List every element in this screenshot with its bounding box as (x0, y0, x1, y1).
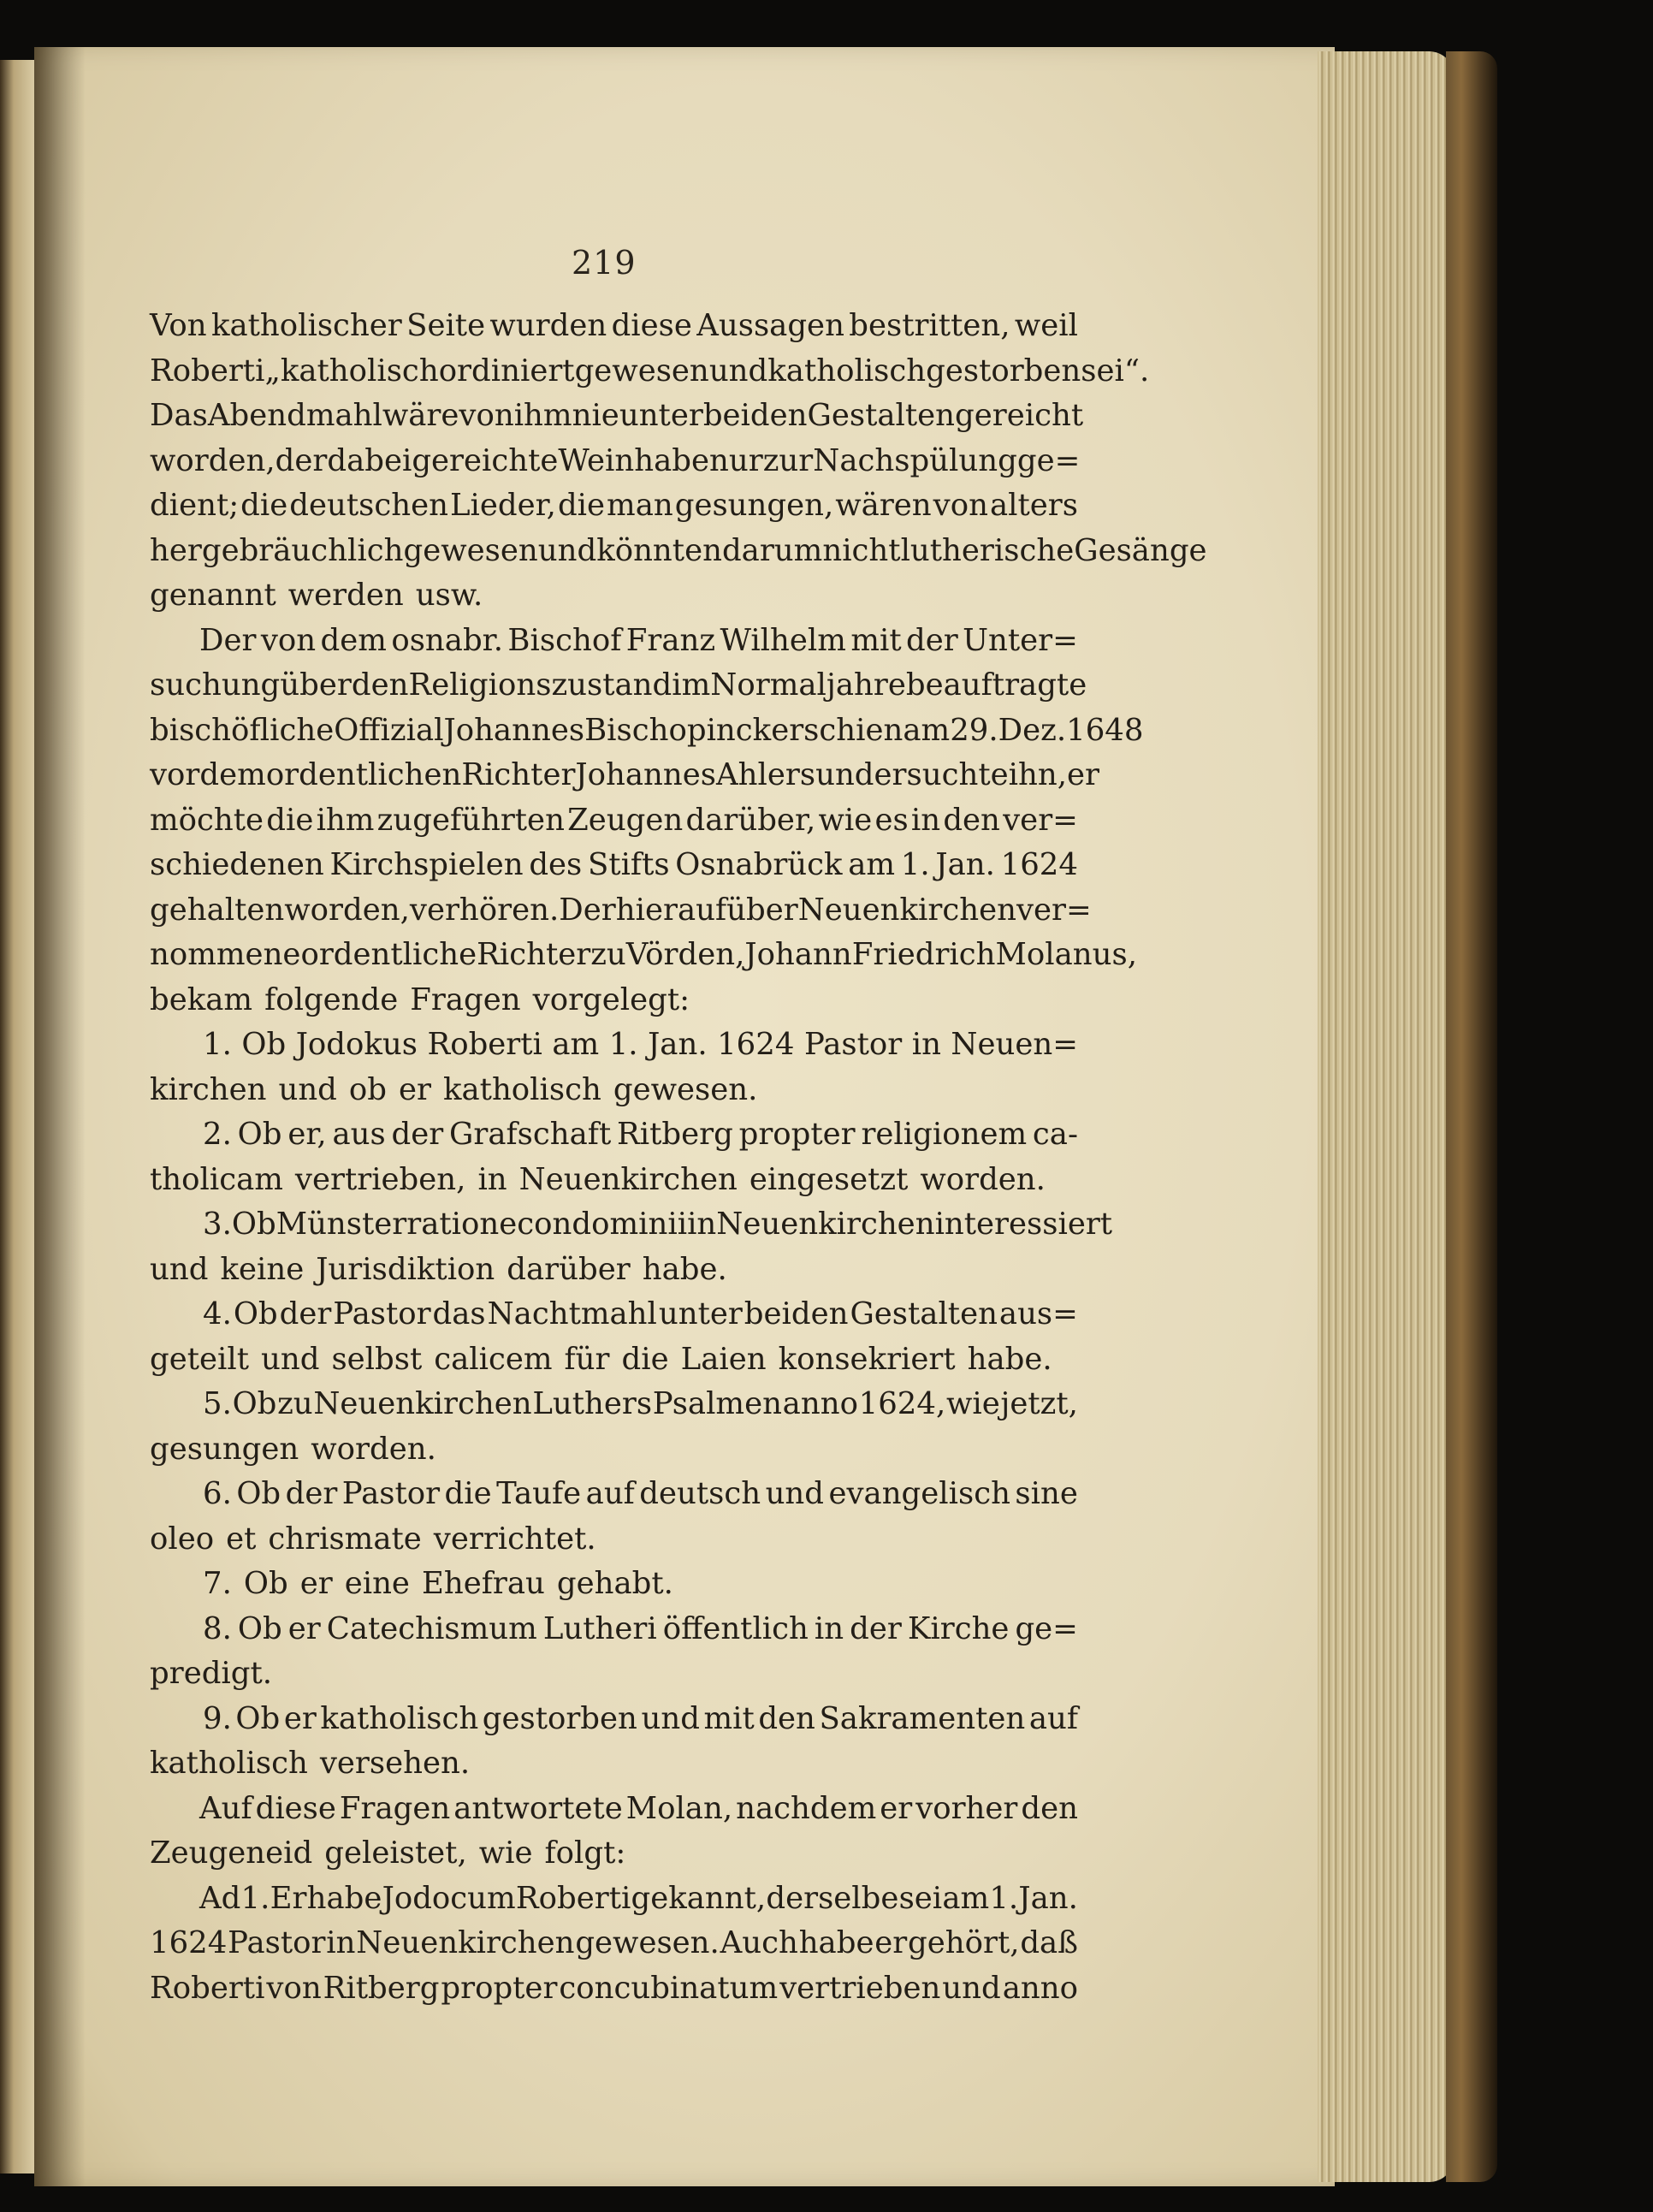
text-line: 1. Ob Jodokus Roberti am 1. Jan. 1624 Pastor in Neuen= (203, 1027, 1078, 1062)
text-line: 4. Ob der Pastor das Nachtmahl unter beiden Gestalten aus= (203, 1296, 1078, 1331)
text-line: möchte die ihm zugeführten Zeugen darüber, wie es in den ver= (150, 802, 1078, 838)
text-line: dient; die deutschen Lieder, die man gesungen, wären von alters (150, 488, 1078, 523)
text-line: Das Abendmahl wäre von ihm nie unter beiden Gestalten gereicht (150, 398, 1084, 433)
text-line: Zeugeneid geleistet, wie folgt: (150, 1835, 626, 1871)
text-line: Der von dem osnabr. Bischof Franz Wilhelm mit der Unter= (199, 622, 1078, 658)
text-line: 3. Ob Münster ratione condominii in Neuenkirchen interessiert (203, 1207, 1113, 1242)
text-line: gehalten worden, verhören. Der hierauf über Neuenkirchen ver= (150, 892, 1092, 928)
text-line: kirchen und ob er katholisch gewesen. (150, 1071, 758, 1107)
text-line: 1624 Pastor in Neuenkirchen gewesen. Auch habe er gehört, daß (150, 1925, 1078, 1960)
text-line: Roberti von Ritberg propter concubinatum vertrieben und anno (150, 1970, 1078, 2006)
text-line: her gebräuchlich gewesen und könnten darum nicht lutherische Gesänge (150, 532, 1207, 568)
text-line: katholisch versehen. (150, 1746, 471, 1781)
text-line: Roberti „katholisch ordiniert gewesen und katholisch gestorben sei“. (150, 353, 1150, 388)
page-stack-edge (1318, 51, 1455, 2182)
page-number: 219 (572, 244, 637, 282)
text-line: und keine Jurisdiktion darüber habe. (150, 1251, 727, 1287)
text-line: gesungen worden. (150, 1431, 436, 1467)
text-line: 2. Ob er, aus der Grafschaft Ritberg propter religionem ca- (203, 1117, 1078, 1152)
book-cover-edge (1446, 51, 1497, 2182)
text-line: Ad 1. Er habe Jodocum Roberti gekannt, derselbe sei am 1. Jan. (199, 1880, 1078, 1916)
left-page-edge (0, 60, 34, 2173)
text-line: vor dem ordentlichen Richter Johannes Ahlers und ersuchte ihn, er (150, 757, 1099, 792)
text-line: Auf diese Fragen antwortete Molan, nachdem er vorher den (199, 1790, 1078, 1826)
text-line: schiedenen Kirchspielen des Stifts Osnabrück am 1. Jan. 1624 (150, 847, 1078, 882)
text-line: Von katholischer Seite wurden diese Aussagen bestritten, weil (150, 308, 1078, 343)
text-line: 8. Ob er Catechismum Lutheri öffentlich in der Kirche ge= (203, 1610, 1078, 1646)
text-line: bischöfliche Offizial Johannes Bischopinck erschien am 29. Dez. 1648 (150, 712, 1144, 748)
text-line: suchung über den Religionszustand im Normaljahre beauftragte (150, 667, 1087, 703)
text-line: geteilt und selbst calicem für die Laien konsekriert habe. (150, 1341, 1052, 1377)
text-line: 7. Ob er eine Ehefrau gehabt. (203, 1566, 673, 1601)
text-line: 6. Ob der Pastor die Taufe auf deutsch und evangelisch sine (203, 1476, 1078, 1511)
text-line: bekam folgende Fragen vorgelegt: (150, 981, 690, 1017)
text-line: 5. Ob zu Neuenkirchen Luthers Psalmen anno 1624, wie jetzt, (203, 1386, 1078, 1421)
text-line: oleo et chrismate verrichtet. (150, 1521, 596, 1557)
text-line: worden, der dabei gereichte Wein habe nur zur Nachspülung ge= (150, 442, 1081, 478)
text-line: predigt. (150, 1656, 273, 1691)
gutter-shadow (34, 47, 86, 2186)
body-text (150, 304, 1207, 2011)
text-line: tholicam vertrieben, in Neuenkirchen eingesetzt worden. (150, 1161, 1046, 1197)
text-line: nommene ordentliche Richter zu Vörden, Johann Friedrich Molanus, (150, 937, 1137, 972)
text-line: 9. Ob er katholisch gestorben und mit den Sakramenten auf (203, 1700, 1078, 1736)
text-line: genannt werden usw. (150, 578, 483, 613)
